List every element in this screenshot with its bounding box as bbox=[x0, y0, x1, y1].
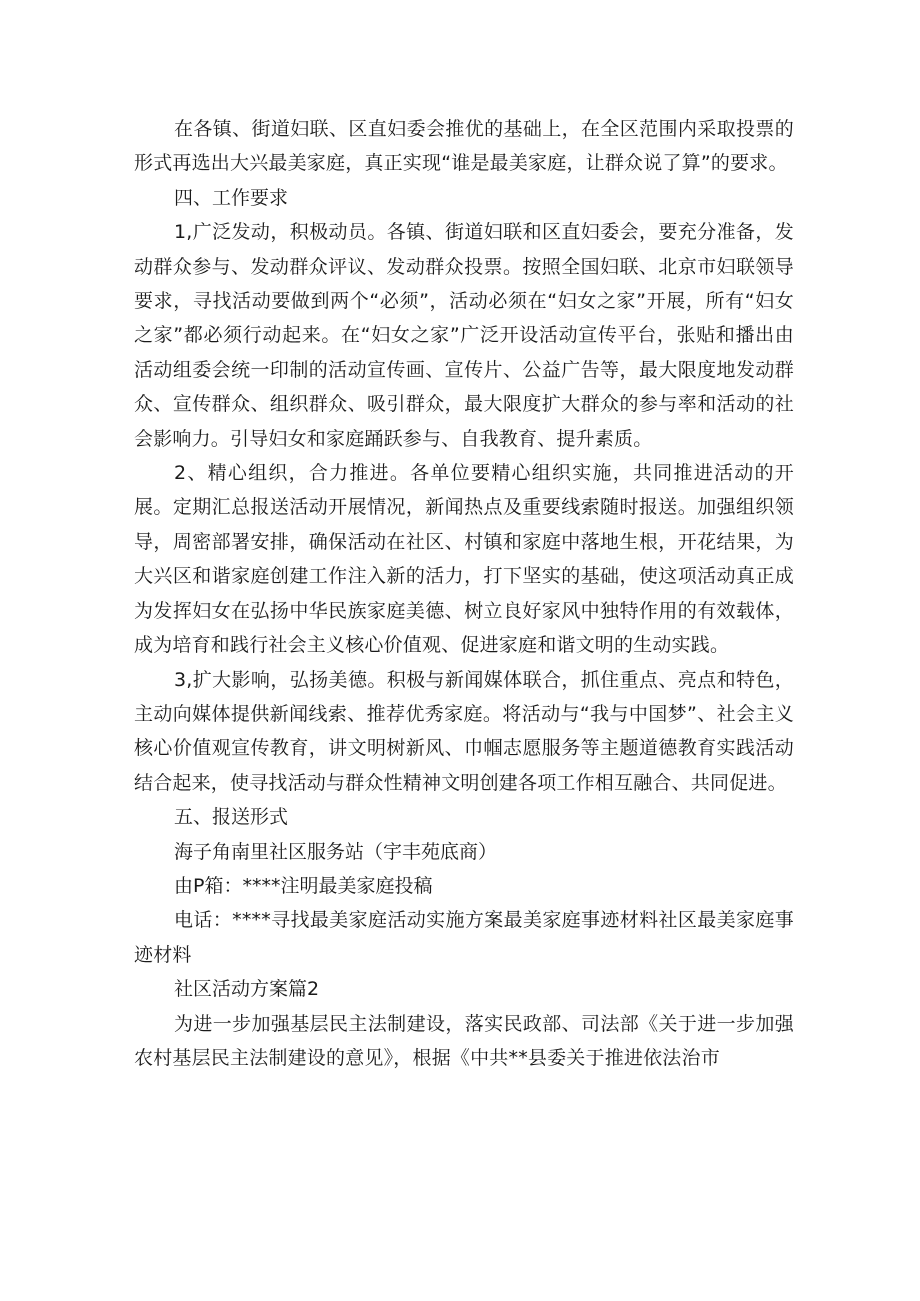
paragraph-requirement-1: 1,广泛发动，积极动员。各镇、街道妇联和区直妇委会，要充分准备，发动群众参与、发动群众评议、发动群众投票。按照全国妇联、北京市妇联领导要求，寻找活动要做到两个“必须”，活动必须在“妇女之家”开展，所有“妇女之家”都必须行动起来。在“妇女之家”广泛开设活动宣传平台，张贴和播出由活动组委会统一印制的活动宣传画、宣传片、公益广告等，最大限度地发动群众、宣传群众、组织群众、吸引群众，最大限度扩大群众的参与率和活动的社会影响力。引导妇女和家庭踊跃参与、自我教育、提升素质。 bbox=[134, 221, 794, 450]
section-heading-submission: 五、报送形式 bbox=[174, 806, 289, 829]
document-body bbox=[134, 112, 794, 1075]
paragraph-voting-intro: 在各镇、街道妇联、区直妇委会推优的基础上，在全区范围内采取投票的形式再选出大兴最美家庭，真正实现“谁是最美家庭，让群众说了算”的要求。 bbox=[134, 118, 794, 175]
paragraph-requirement-3: 3,扩大影响，弘扬美德。积极与新闻媒体联合，抓住重点、亮点和特色，主动向媒体提供新闻线索、推荐优秀家庭。将活动与“我与中国梦”、社会主义核心价值观宣传教育，讲文明树新风、巾帼志愿服务等主题道德教育实践活动结合起来，使寻找活动与群众性精神文明创建各项工作相互融合、共同促进。 bbox=[134, 668, 794, 794]
paragraph-requirement-2: 2、精心组织，合力推进。各单位要精心组织实施，共同推进活动的开展。定期汇总报送活动开展情况，新闻热点及重要线索随时报送。加强组织领导，周密部署安排，确保活动在社区、村镇和家庭中落地生根，开花结果，为大兴区和谐家庭创建工作注入新的活力，打下坚实的基础，使这项活动真正成为发挥妇女在弘扬中华民族家庭美德、树立良好家风中独特作用的有效载体，成为培育和践行社会主义核心价值观、促进家庭和谐文明的生动实践。 bbox=[134, 462, 794, 657]
paragraph-plan-2-intro: 为进一步加强基层民主法制建设，落实民政部、司法部《关于进一步加强农村基层民主法制建设的意见》，根据《中共**县委关于推进依法治市 bbox=[134, 1012, 794, 1069]
section-heading-plan-2: 社区活动方案篇2 bbox=[174, 978, 320, 1001]
submission-address: 海子角南里社区服务站（宇丰苑底商） bbox=[174, 840, 498, 863]
submission-phone: 电话：****寻找最美家庭活动实施方案最美家庭事迹材料社区最美家庭事迹材料 bbox=[134, 909, 794, 966]
section-heading-work-requirements: 四、工作要求 bbox=[174, 186, 289, 209]
submission-mailbox: 由P箱：****注明最美家庭投稿 bbox=[174, 874, 433, 897]
